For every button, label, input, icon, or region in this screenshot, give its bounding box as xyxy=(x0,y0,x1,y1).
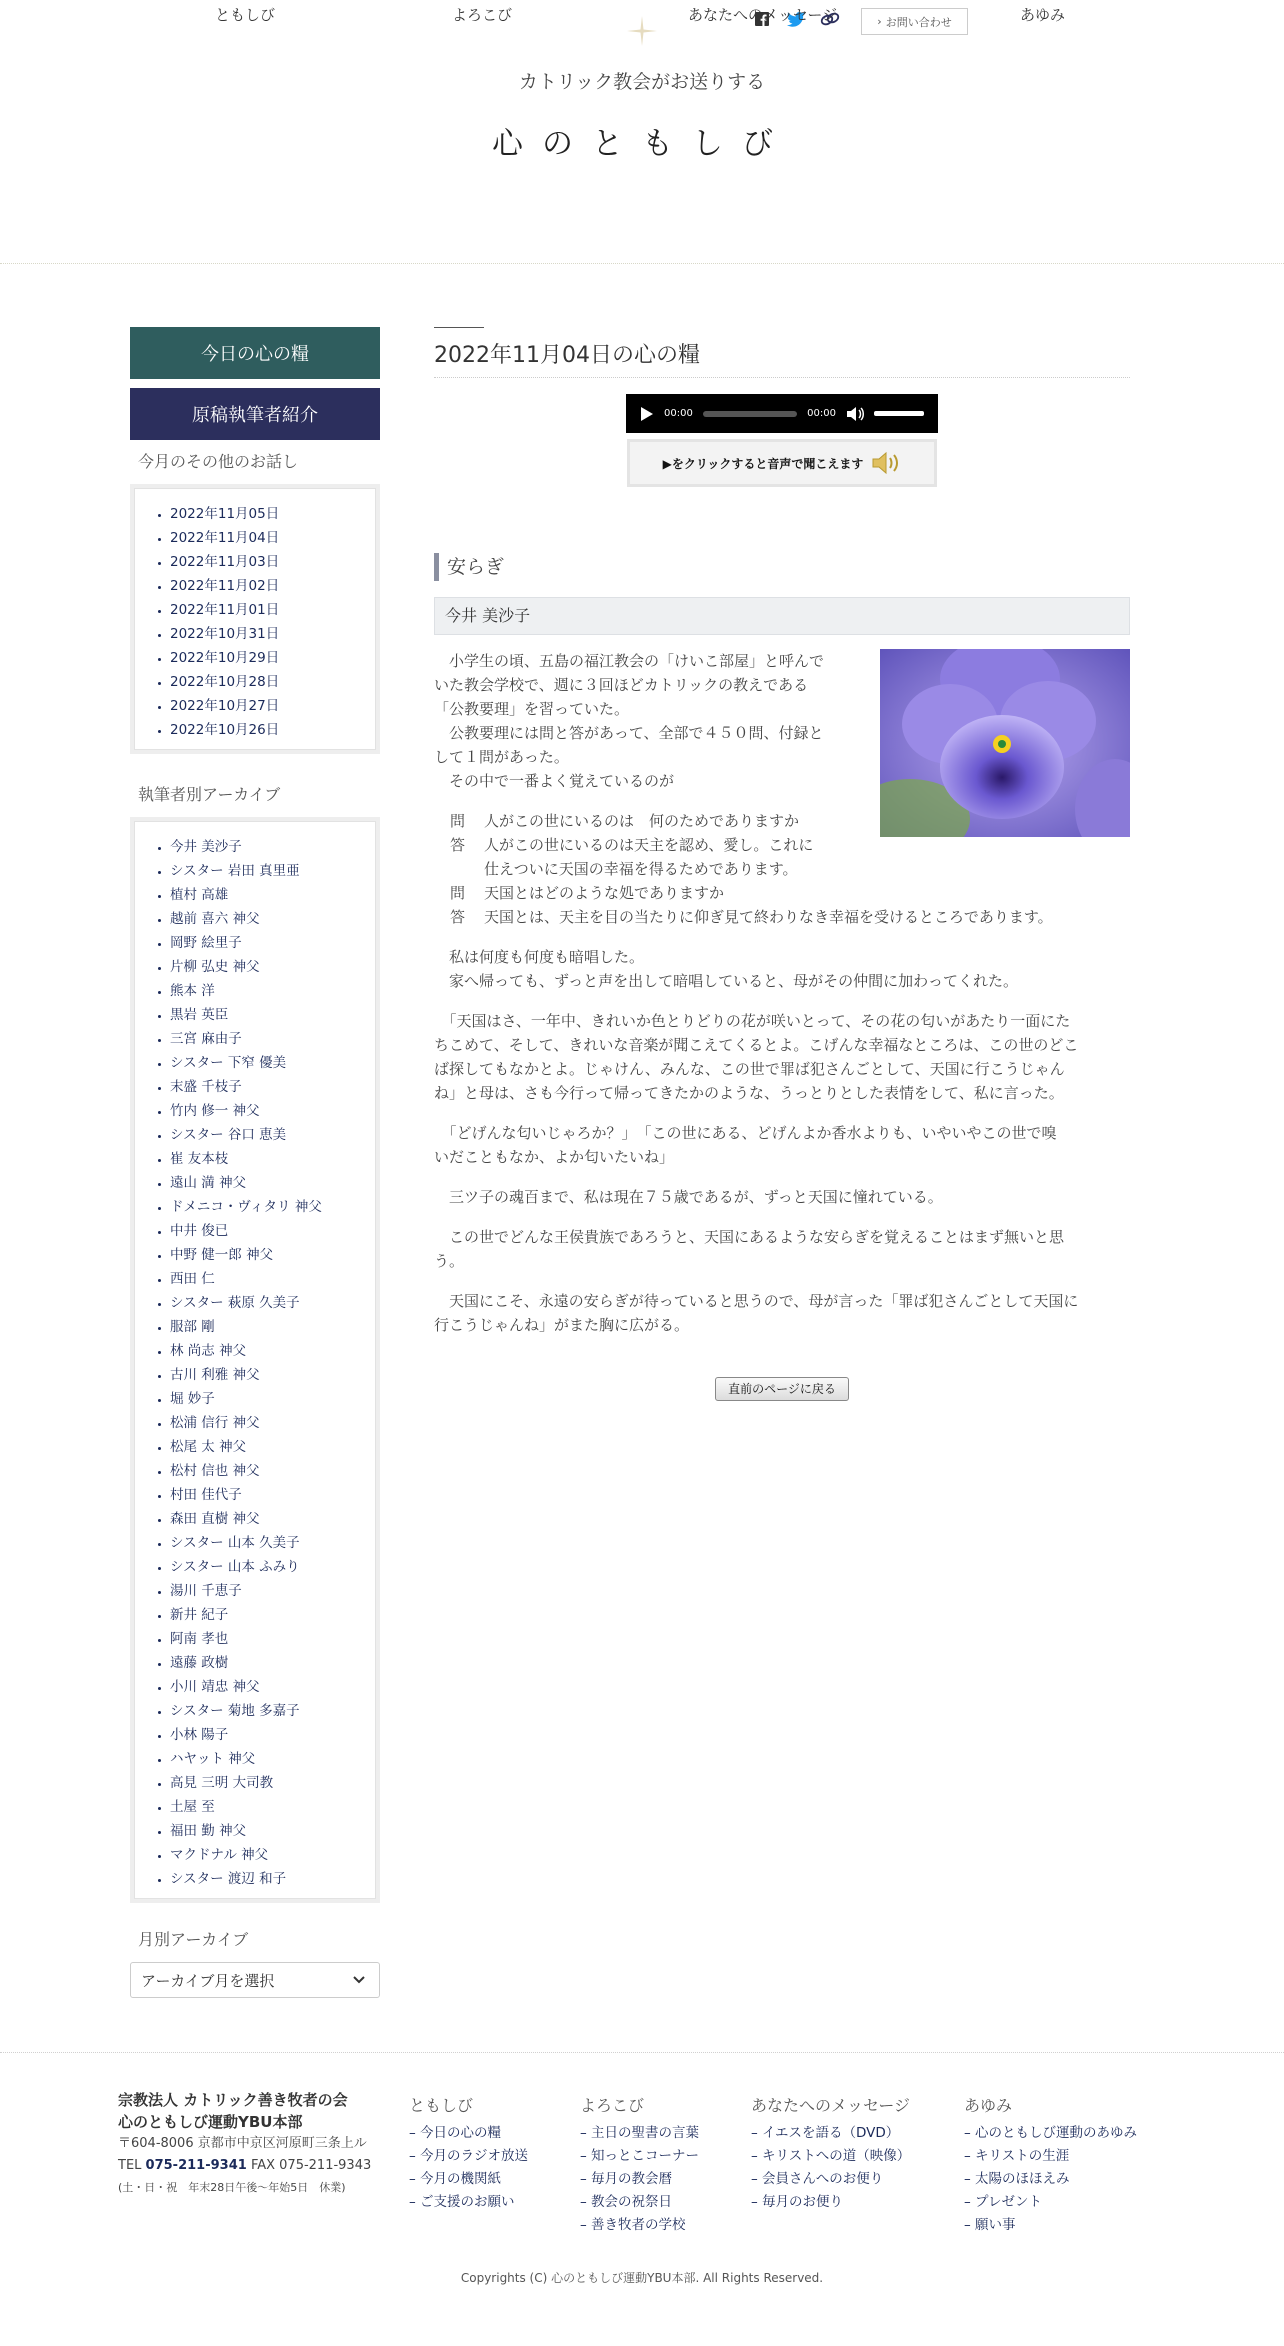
play-icon[interactable] xyxy=(640,406,654,422)
org-name-2: 心のともしび運動YBU本部 xyxy=(118,2113,303,2131)
audio-player xyxy=(626,394,938,433)
author-link[interactable]: • シスター 下窄 優美 xyxy=(170,1051,366,1075)
footer-col-4 xyxy=(964,2093,1137,2237)
author-link[interactable]: • 遠山 満 神父 xyxy=(170,1171,366,1195)
footer-col-heading: あゆみ xyxy=(964,2096,1013,2115)
org-name-1: 宗教法人 カトリック善き牧者の会 xyxy=(118,2091,348,2109)
author-link[interactable]: • ハヤット 神父 xyxy=(170,1747,366,1771)
author-link[interactable]: • シスター 菊地 多嘉子 xyxy=(170,1699,366,1723)
author-link[interactable]: • 堀 妙子 xyxy=(170,1387,366,1411)
section-title: 安らぎ xyxy=(434,553,1130,581)
author-link[interactable]: • 松村 信也 神父 xyxy=(170,1459,366,1483)
author-link[interactable]: • 松浦 信行 神父 xyxy=(170,1411,366,1435)
footer-link[interactable]: – 毎月の教会暦 xyxy=(580,2171,673,2187)
qa-text: 人がこの世にいるのは 何のためでありますか xyxy=(484,812,800,830)
author-link[interactable]: • 末盛 千枝子 xyxy=(170,1075,366,1099)
title-accent xyxy=(434,327,484,328)
text-line: 小学生の頃、五島の福江教会の「けいこ部屋」と呼んで xyxy=(434,652,825,670)
tel-label: TEL xyxy=(118,2158,142,2173)
footer-link[interactable]: – 会員さんへのお便り xyxy=(751,2171,884,2187)
text-line: 「公教要理」を習っていた。 xyxy=(434,700,630,718)
address: 〒604-8006 京都市中京区河原町三条上ル xyxy=(118,2136,367,2151)
author-link[interactable]: • 湯川 千恵子 xyxy=(170,1579,366,1603)
seek-bar[interactable] xyxy=(703,411,797,417)
author-link[interactable]: • 中井 俊已 xyxy=(170,1219,366,1243)
footer-link[interactable]: – 今月のラジオ放送 xyxy=(409,2148,529,2164)
star-logo-icon xyxy=(627,16,657,46)
author-link[interactable]: • 高見 三明 大司教 xyxy=(170,1771,366,1795)
footer-col-2 xyxy=(580,2093,699,2237)
site-header xyxy=(0,0,1284,265)
text-line: 公教要理には問と答があって、全部で４５０問、付録と xyxy=(434,724,824,742)
author-link[interactable]: • 三宮 麻由子 xyxy=(170,1027,366,1051)
qa-marker xyxy=(434,857,484,881)
contact-label: お問い合わせ xyxy=(885,15,952,29)
author-link[interactable]: • 黒岩 英臣 xyxy=(170,1003,366,1027)
sidebar xyxy=(130,327,380,1998)
author-link[interactable]: • 越前 喜六 神父 xyxy=(170,907,366,931)
nav-ayumi[interactable]: あゆみ xyxy=(1020,6,1066,24)
text-line: 天国にこそ、永遠の安らぎが待っていると思うので、母が言った「罪ば犯さんごとして天国に xyxy=(434,1292,1079,1310)
footer-link[interactable]: – 教会の祝祭日 xyxy=(580,2194,673,2210)
footer-link[interactable]: – キリストへの道（映像） xyxy=(751,2148,911,2164)
text-line: この世でどんな王侯貴族であろうと、天国にあるような安らぎを覚えることはまず無いと思 xyxy=(434,1228,1065,1246)
footer-link[interactable]: – 主日の聖書の言葉 xyxy=(580,2125,700,2141)
nav-message[interactable]: あなたへのメッセージ xyxy=(688,6,838,24)
author-link[interactable]: • 遠藤 政樹 xyxy=(170,1651,366,1675)
author-link[interactable]: • 今井 美沙子 xyxy=(170,835,366,859)
current-time: 00:00 xyxy=(664,408,693,419)
author-link[interactable]: • 阿南 孝也 xyxy=(170,1627,366,1651)
author-link[interactable]: • 熊本 洋 xyxy=(170,979,366,1003)
author-link[interactable]: • 西田 仁 xyxy=(170,1267,366,1291)
author-link[interactable]: • ドメニコ・ヴィタリ 神父 xyxy=(170,1195,366,1219)
qa-row xyxy=(434,905,1130,929)
site-subtitle: カトリック教会がお送りする xyxy=(518,71,766,93)
qa-row xyxy=(434,857,1130,881)
month-link[interactable]: • 2022年11月04日 xyxy=(170,526,366,550)
chevron-right-icon: › xyxy=(877,15,882,28)
audio-instruction xyxy=(627,439,937,487)
paragraph-7 xyxy=(434,1289,1130,1337)
total-time: 00:00 xyxy=(807,408,836,419)
text-line: いだこともなか、よか匂いたいね」 xyxy=(434,1148,675,1166)
author-link[interactable]: • 林 尚志 神父 xyxy=(170,1339,366,1363)
audio-instruction-text: ▶をクリックすると音声で聞こえます xyxy=(662,456,864,471)
article-body xyxy=(434,649,1130,1337)
pansy-photo xyxy=(880,649,1130,837)
main-content xyxy=(434,327,1130,1401)
author-link[interactable]: • シスター 岩田 真里亜 xyxy=(170,859,366,883)
author-link[interactable]: • 松尾 太 神父 xyxy=(170,1435,366,1459)
qa-marker: 問 xyxy=(450,884,466,902)
back-button[interactable]: 直前のページに戻る xyxy=(715,1377,849,1401)
text-line: う。 xyxy=(434,1252,465,1270)
month-link[interactable]: • 2022年11月02日 xyxy=(170,574,366,598)
author-link[interactable]: • シスター 萩原 久美子 xyxy=(170,1291,366,1315)
writers-button[interactable]: 原稿執筆者紹介 xyxy=(130,388,380,440)
text-line: 「どげんな匂いじゃろか？」 「この世にある、どげんよか香水よりも、いやいやこの世で嗅 xyxy=(434,1124,1057,1142)
footer-link[interactable]: – 心のともしび運動のあゆみ xyxy=(964,2125,1138,2141)
author-link[interactable]: • 村田 佳代子 xyxy=(170,1483,366,1507)
footer xyxy=(0,2052,1284,2346)
site-title[interactable]: 心のともしび xyxy=(492,126,792,162)
month-link[interactable]: • 2022年11月05日 xyxy=(170,502,366,526)
month-link[interactable]: • 2022年10月28日 xyxy=(170,670,366,694)
text-line: 私は何度も何度も暗唱した。 xyxy=(434,948,645,966)
page-title: 2022年11月04日の心の糧 xyxy=(434,338,1130,378)
nav-divider xyxy=(0,263,1284,264)
text-line: 行こうじゃんね」がまた胸に広がる。 xyxy=(434,1316,690,1334)
footer-link[interactable]: – 毎月のお便り xyxy=(751,2194,844,2210)
monthly-heading: 月別アーカイブ xyxy=(138,1930,249,1949)
author-link[interactable]: • 中野 健一郎 神父 xyxy=(170,1243,366,1267)
text-line: ね」と母は、さも今行って帰ってきたかのような、うっとりとした表情をして、私に言った。 xyxy=(434,1084,1064,1102)
footer-link[interactable]: – 太陽のほほえみ xyxy=(964,2171,1070,2187)
archive-month-select[interactable] xyxy=(130,1962,380,1998)
nav-yorokobi[interactable]: よろこび xyxy=(452,6,513,24)
footer-org xyxy=(118,2089,371,2199)
month-list-box xyxy=(130,484,380,754)
author-link[interactable]: • 服部 剛 xyxy=(170,1315,366,1339)
text-line: 三ツ子の魂百まで、私は現在７５歳であるが、ずっと天国に憧れている。 xyxy=(434,1188,943,1206)
text-line: して１問があった。 xyxy=(434,748,569,766)
author-heading: 執筆者別アーカイブ xyxy=(138,785,281,804)
copyright: Copyrights (C) 心のともしび運動YBU本部. All Rights Reserved. xyxy=(460,2271,824,2285)
paragraph-3 xyxy=(434,1009,1130,1105)
tel-number[interactable]: 075-211-9341 xyxy=(145,2158,247,2173)
text-line: 「天国はさ、一年中、きれいか色とりどりの花が咲いとって、その花の匂いがあたり一面にた xyxy=(434,1012,1071,1030)
author-link[interactable]: • 森田 直樹 神父 xyxy=(170,1507,366,1531)
qa-row xyxy=(434,881,1130,905)
footer-col-heading: よろこび xyxy=(580,2096,645,2115)
author-link[interactable]: • 新井 紀子 xyxy=(170,1603,366,1627)
author-list-box xyxy=(130,817,380,1903)
fax-number: FAX 075-211-9343 xyxy=(250,2158,372,2173)
footer-col-1 xyxy=(409,2093,528,2214)
paragraph-6 xyxy=(434,1225,1130,1273)
text-line: ちこめて、そして、きれいな音楽が聞こえてくるとよ。こげんな幸福なところは、この世のどこ xyxy=(434,1036,1079,1054)
footer-col-3 xyxy=(751,2093,910,2214)
author-link[interactable]: • シスター 渡辺 和子 xyxy=(170,1867,366,1891)
archive-select-value: アーカイブ月を選択 xyxy=(141,1971,275,1990)
month-link[interactable]: • 2022年11月01日 xyxy=(170,598,366,622)
nav-tomoshibi[interactable]: ともしび xyxy=(215,6,276,24)
author-link[interactable]: • シスター 山本 ふみり xyxy=(170,1555,366,1579)
chevron-down-icon xyxy=(353,1976,365,1984)
month-link[interactable]: • 2022年10月31日 xyxy=(170,622,366,646)
footer-link[interactable]: – イエスを語る（DVD） xyxy=(751,2125,900,2141)
contact-line xyxy=(118,2155,371,2177)
author-link[interactable]: • 土屋 至 xyxy=(170,1795,366,1819)
footer-link[interactable]: – 今月の機関紙 xyxy=(409,2171,502,2187)
month-link[interactable]: • 2022年10月29日 xyxy=(170,646,366,670)
footer-col-heading: あなたへのメッセージ xyxy=(751,2096,911,2115)
volume-icon[interactable] xyxy=(846,406,864,422)
contact-button[interactable] xyxy=(861,8,968,35)
month-heading: 今月のその他のお話し xyxy=(138,452,299,471)
today-button[interactable]: 今日の心の糧 xyxy=(130,327,380,379)
qa-marker: 答 xyxy=(450,836,466,854)
paragraph-2 xyxy=(434,945,1130,993)
business-hours: (土・日・祝 年末28日午後〜年始5日 休業) xyxy=(118,2181,346,2194)
author-link[interactable]: • 植村 高雄 xyxy=(170,883,366,907)
author-name: 今井 美沙子 xyxy=(434,597,1130,635)
footer-link[interactable]: – プレゼント xyxy=(964,2194,1043,2210)
paragraph-4 xyxy=(434,1121,1130,1169)
author-link[interactable]: • 福田 勤 神父 xyxy=(170,1819,366,1843)
author-link[interactable]: • シスター 山本 久美子 xyxy=(170,1531,366,1555)
speaker-icon xyxy=(871,450,901,476)
qa-text: 天国とはどのような処でありますか xyxy=(484,884,725,902)
month-link[interactable]: • 2022年10月27日 xyxy=(170,694,366,718)
author-link[interactable]: • 片柳 弘史 神父 xyxy=(170,955,366,979)
month-link[interactable]: • 2022年11月03日 xyxy=(170,550,366,574)
text-line: いた教会学校で、週に３回ほどカトリックの教えである xyxy=(434,676,809,694)
text-line: その中で一番よく覚えているのが xyxy=(434,772,675,790)
qa-text: 仕えついに天国の幸福を得るためであります。 xyxy=(484,860,798,878)
qa-marker: 問 xyxy=(450,812,466,830)
footer-link[interactable]: – 今日の心の糧 xyxy=(409,2125,502,2141)
author-link[interactable]: • 古川 利雅 神父 xyxy=(170,1363,366,1387)
author-link[interactable]: • 小川 靖忠 神父 xyxy=(170,1675,366,1699)
author-link[interactable]: • 小林 陽子 xyxy=(170,1723,366,1747)
paragraph-5 xyxy=(434,1185,1130,1209)
text-line: ば探してもなかとよ。じゃけん、みんな、この世で罪ば犯さんごとして、天国に行こうじゃん xyxy=(434,1060,1065,1078)
qa-marker: 答 xyxy=(450,908,466,926)
text-line: 家へ帰っても、ずっと声を出して暗唱していると、母がその仲間に加わってくれた。 xyxy=(434,972,1018,990)
qa-text: 人がこの世にいるのは天主を認め、愛し。これに xyxy=(484,836,814,854)
author-list xyxy=(144,835,366,1891)
month-link[interactable]: • 2022年10月26日 xyxy=(170,718,366,742)
footer-col-heading: ともしび xyxy=(409,2096,474,2115)
footer-link[interactable]: – 知っとこコーナー xyxy=(580,2148,700,2164)
author-link[interactable]: • 崔 友本枝 xyxy=(170,1147,366,1171)
footer-link[interactable]: – キリストの生涯 xyxy=(964,2148,1070,2164)
author-link[interactable]: • シスター 谷口 恵美 xyxy=(170,1123,366,1147)
footer-link[interactable]: – 願い事 xyxy=(964,2217,1016,2233)
author-link[interactable]: • マクドナル 神父 xyxy=(170,1843,366,1867)
footer-link[interactable]: – ご支援のお願い xyxy=(409,2194,515,2210)
author-link[interactable]: • 岡野 絵里子 xyxy=(170,931,366,955)
month-list xyxy=(144,502,366,742)
volume-slider[interactable] xyxy=(874,411,924,416)
footer-link[interactable]: – 善き牧者の学校 xyxy=(580,2217,686,2233)
author-link[interactable]: • 竹内 修一 神父 xyxy=(170,1099,366,1123)
qa-text: 天国とは、天主を目の当たりに仰ぎ見て終わりなき幸福を受けるところであります。 xyxy=(484,908,1053,926)
